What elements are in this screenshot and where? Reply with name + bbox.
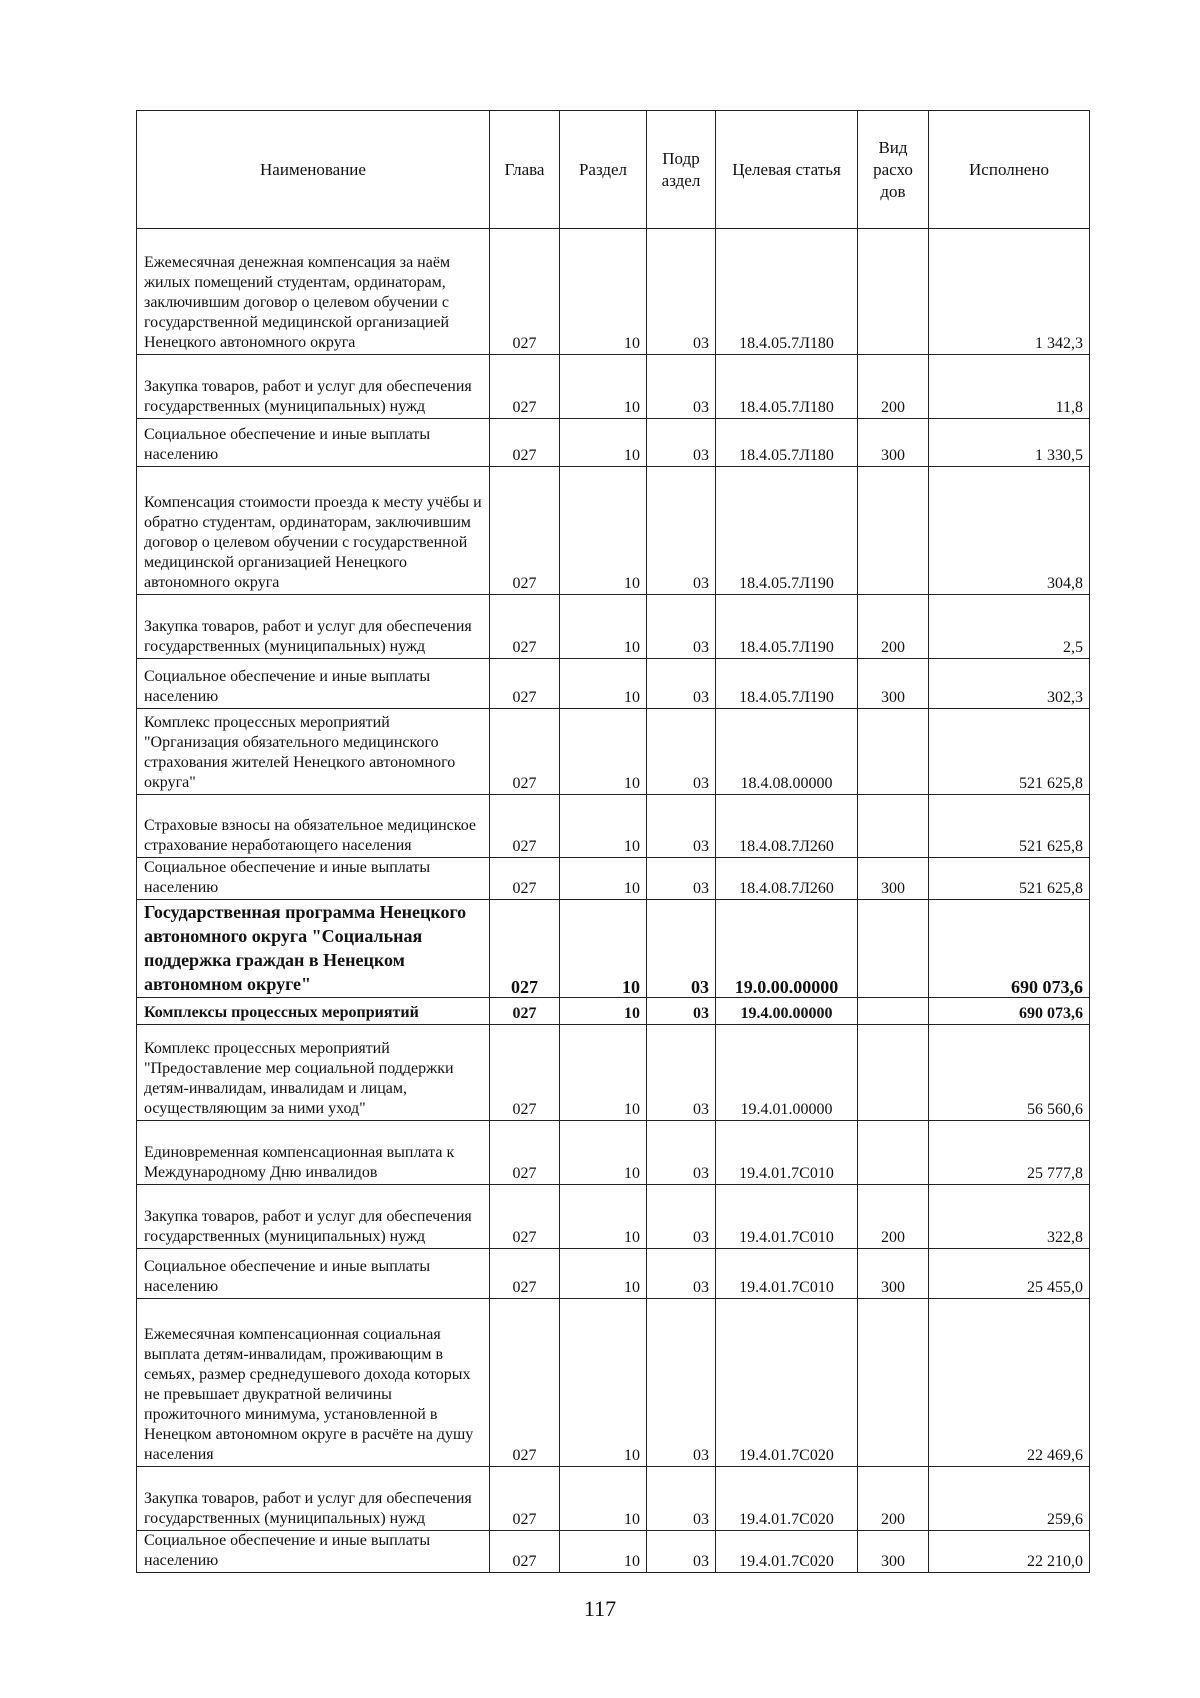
row-vid: 200 xyxy=(858,355,929,419)
row-glava: 027 xyxy=(490,419,560,467)
row-name: Закупка товаров, работ и услуг для обеспечения государственных (муниципальных) нужд xyxy=(137,1467,490,1531)
row-podrazdel: 03 xyxy=(647,709,716,795)
row-name: Социальное обеспечение и иные выплаты населению xyxy=(137,1531,490,1573)
row-razdel: 10 xyxy=(560,1299,647,1467)
table-row xyxy=(137,1185,1090,1249)
row-ispolneno: 22 469,6 xyxy=(929,1299,1090,1467)
row-razdel: 10 xyxy=(560,1467,647,1531)
row-podrazdel: 03 xyxy=(647,1299,716,1467)
row-vid: 300 xyxy=(858,858,929,900)
row-celevaya: 18.4.05.7Л180 xyxy=(716,229,858,355)
row-podrazdel: 03 xyxy=(647,467,716,595)
row-razdel: 10 xyxy=(560,229,647,355)
row-glava: 027 xyxy=(490,795,560,858)
row-vid: 300 xyxy=(858,659,929,709)
row-ispolneno: 521 625,8 xyxy=(929,795,1090,858)
row-glava: 027 xyxy=(490,1299,560,1467)
row-ispolneno: 304,8 xyxy=(929,467,1090,595)
row-celevaya: 18.4.05.7Л190 xyxy=(716,659,858,709)
row-name: Ежемесячная компенсационная социальная выплата детям-инвалидам, проживающим в семьях, размер среднедушевого дохода которых не превышает двукратной величины прожиточного минимума, установленной в Ненецком автономном округе в расчёте на душу населения xyxy=(137,1299,490,1467)
row-vid xyxy=(858,1025,929,1121)
row-glava: 027 xyxy=(490,1185,560,1249)
row-razdel: 10 xyxy=(560,355,647,419)
row-vid xyxy=(858,467,929,595)
row-podrazdel: 03 xyxy=(647,659,716,709)
table-row xyxy=(137,709,1090,795)
row-vid xyxy=(858,709,929,795)
header-razdel: Раздел xyxy=(560,111,647,229)
row-name: Государственная программа Ненецкого автономного округа "Социальная поддержка граждан в Ненецком автономном округе" xyxy=(137,900,490,998)
row-celevaya: 19.4.01.00000 xyxy=(716,1025,858,1121)
row-name: Страховые взносы на обязательное медицинское страхование неработающего населения xyxy=(137,795,490,858)
row-celevaya: 18.4.08.7Л260 xyxy=(716,858,858,900)
row-celevaya: 19.4.01.7С010 xyxy=(716,1185,858,1249)
row-vid: 200 xyxy=(858,595,929,659)
row-ispolneno: 25 455,0 xyxy=(929,1249,1090,1299)
table-row xyxy=(137,1467,1090,1531)
row-razdel: 10 xyxy=(560,659,647,709)
table-header-row xyxy=(137,111,1090,229)
row-glava: 027 xyxy=(490,709,560,795)
row-celevaya: 19.4.01.7С010 xyxy=(716,1249,858,1299)
row-vid: 200 xyxy=(858,1467,929,1531)
row-podrazdel: 03 xyxy=(647,595,716,659)
row-vid xyxy=(858,1121,929,1185)
row-glava: 027 xyxy=(490,355,560,419)
row-celevaya: 18.4.08.7Л260 xyxy=(716,795,858,858)
row-vid xyxy=(858,229,929,355)
row-name: Социальное обеспечение и иные выплаты населению xyxy=(137,1249,490,1299)
row-ispolneno: 1 342,3 xyxy=(929,229,1090,355)
row-razdel: 10 xyxy=(560,998,647,1025)
row-razdel: 10 xyxy=(560,709,647,795)
header-name: Наименование xyxy=(137,111,490,229)
row-podrazdel: 03 xyxy=(647,1467,716,1531)
row-razdel: 10 xyxy=(560,1249,647,1299)
row-glava: 027 xyxy=(490,595,560,659)
row-glava: 027 xyxy=(490,900,560,998)
row-name: Комплексы процессных мероприятий xyxy=(137,998,490,1025)
row-podrazdel: 03 xyxy=(647,1531,716,1573)
row-name: Единовременная компенсационная выплата к Международному Дню инвалидов xyxy=(137,1121,490,1185)
table-row xyxy=(137,1025,1090,1121)
row-celevaya: 18.4.05.7Л190 xyxy=(716,595,858,659)
row-ispolneno: 690 073,6 xyxy=(929,998,1090,1025)
row-vid: 300 xyxy=(858,419,929,467)
row-ispolneno: 690 073,6 xyxy=(929,900,1090,998)
row-name: Социальное обеспечение и иные выплаты населению xyxy=(137,419,490,467)
row-name: Ежемесячная денежная компенсация за наём жилых помещений студентам, ординаторам, заключившим договор о целевом обучении с государственной медицинской организацией Ненецкого автономного округа xyxy=(137,229,490,355)
row-ispolneno: 1 330,5 xyxy=(929,419,1090,467)
row-glava: 027 xyxy=(490,1249,560,1299)
row-glava: 027 xyxy=(490,1025,560,1121)
row-podrazdel: 03 xyxy=(647,998,716,1025)
row-name: Социальное обеспечение и иные выплаты населению xyxy=(137,659,490,709)
row-glava: 027 xyxy=(490,1467,560,1531)
row-glava: 027 xyxy=(490,659,560,709)
row-celevaya: 19.4.01.7С020 xyxy=(716,1467,858,1531)
table-row xyxy=(137,1299,1090,1467)
header-glava: Глава xyxy=(490,111,560,229)
table-row-program xyxy=(137,900,1090,998)
table-row xyxy=(137,355,1090,419)
row-vid: 200 xyxy=(858,1185,929,1249)
row-podrazdel: 03 xyxy=(647,355,716,419)
row-razdel: 10 xyxy=(560,467,647,595)
row-ispolneno: 25 777,8 xyxy=(929,1121,1090,1185)
row-vid xyxy=(858,998,929,1025)
row-ispolneno: 521 625,8 xyxy=(929,709,1090,795)
row-ispolneno: 22 210,0 xyxy=(929,1531,1090,1573)
row-razdel: 10 xyxy=(560,1531,647,1573)
header-celevaya: Целевая статья xyxy=(716,111,858,229)
row-vid xyxy=(858,795,929,858)
row-name: Компенсация стоимости проезда к месту учёбы и обратно студентам, ординаторам, заключившим договор о целевом обучении с государственной медицинской организацией Ненецкого автономного округа xyxy=(137,467,490,595)
budget-table xyxy=(136,110,1090,1573)
page-number: 117 xyxy=(583,1596,617,1621)
row-celevaya: 18.4.05.7Л190 xyxy=(716,467,858,595)
row-vid: 300 xyxy=(858,1249,929,1299)
row-podrazdel: 03 xyxy=(647,1185,716,1249)
row-razdel: 10 xyxy=(560,1185,647,1249)
row-podrazdel: 03 xyxy=(647,1025,716,1121)
table-row xyxy=(137,858,1090,900)
table-row xyxy=(137,1531,1090,1573)
row-celevaya: 18.4.05.7Л180 xyxy=(716,355,858,419)
table-row xyxy=(137,229,1090,355)
row-razdel: 10 xyxy=(560,795,647,858)
row-name: Закупка товаров, работ и услуг для обеспечения государственных (муниципальных) нужд xyxy=(137,355,490,419)
row-podrazdel: 03 xyxy=(647,1121,716,1185)
row-glava: 027 xyxy=(490,858,560,900)
row-celevaya: 19.4.00.00000 xyxy=(716,998,858,1025)
row-celevaya: 19.4.01.7С020 xyxy=(716,1531,858,1573)
row-vid: 300 xyxy=(858,1531,929,1573)
table-row xyxy=(137,1249,1090,1299)
row-podrazdel: 03 xyxy=(647,900,716,998)
row-razdel: 10 xyxy=(560,900,647,998)
row-ispolneno: 322,8 xyxy=(929,1185,1090,1249)
row-ispolneno: 11,8 xyxy=(929,355,1090,419)
header-ispolneno: Исполнено xyxy=(929,111,1090,229)
row-celevaya: 18.4.05.7Л180 xyxy=(716,419,858,467)
table-row xyxy=(137,595,1090,659)
row-celevaya: 18.4.08.00000 xyxy=(716,709,858,795)
row-name: Комплекс процессных мероприятий "Организация обязательного медицинского страхования жителей Ненецкого автономного округа" xyxy=(137,709,490,795)
table-row-subprogram xyxy=(137,998,1090,1025)
row-razdel: 10 xyxy=(560,1025,647,1121)
row-razdel: 10 xyxy=(560,419,647,467)
row-glava: 027 xyxy=(490,467,560,595)
row-podrazdel: 03 xyxy=(647,858,716,900)
row-name: Социальное обеспечение и иные выплаты населению xyxy=(137,858,490,900)
row-glava: 027 xyxy=(490,998,560,1025)
row-ispolneno: 2,5 xyxy=(929,595,1090,659)
row-ispolneno: 259,6 xyxy=(929,1467,1090,1531)
row-razdel: 10 xyxy=(560,858,647,900)
table-row xyxy=(137,419,1090,467)
row-glava: 027 xyxy=(490,1531,560,1573)
row-ispolneno: 56 560,6 xyxy=(929,1025,1090,1121)
row-celevaya: 19.0.00.00000 xyxy=(716,900,858,998)
row-podrazdel: 03 xyxy=(647,229,716,355)
row-vid xyxy=(858,1299,929,1467)
row-celevaya: 19.4.01.7С010 xyxy=(716,1121,858,1185)
table-row xyxy=(137,467,1090,595)
row-podrazdel: 03 xyxy=(647,419,716,467)
row-name: Комплекс процессных мероприятий "Предоставление мер социальной поддержки детям-инвалидам, инвалидам и лицам, осуществляющим за ними уход" xyxy=(137,1025,490,1121)
table-row xyxy=(137,659,1090,709)
row-ispolneno: 521 625,8 xyxy=(929,858,1090,900)
row-glava: 027 xyxy=(490,1121,560,1185)
header-podrazdel: Подр аздел xyxy=(647,111,716,229)
row-razdel: 10 xyxy=(560,595,647,659)
row-podrazdel: 03 xyxy=(647,795,716,858)
row-razdel: 10 xyxy=(560,1121,647,1185)
row-ispolneno: 302,3 xyxy=(929,659,1090,709)
row-celevaya: 19.4.01.7С020 xyxy=(716,1299,858,1467)
row-name: Закупка товаров, работ и услуг для обеспечения государственных (муниципальных) нужд xyxy=(137,1185,490,1249)
row-podrazdel: 03 xyxy=(647,1249,716,1299)
table-row xyxy=(137,1121,1090,1185)
row-glava: 027 xyxy=(490,229,560,355)
row-vid xyxy=(858,900,929,998)
row-name: Закупка товаров, работ и услуг для обеспечения государственных (муниципальных) нужд xyxy=(137,595,490,659)
table-row xyxy=(137,795,1090,858)
header-vid: Вид расхо дов xyxy=(858,111,929,229)
